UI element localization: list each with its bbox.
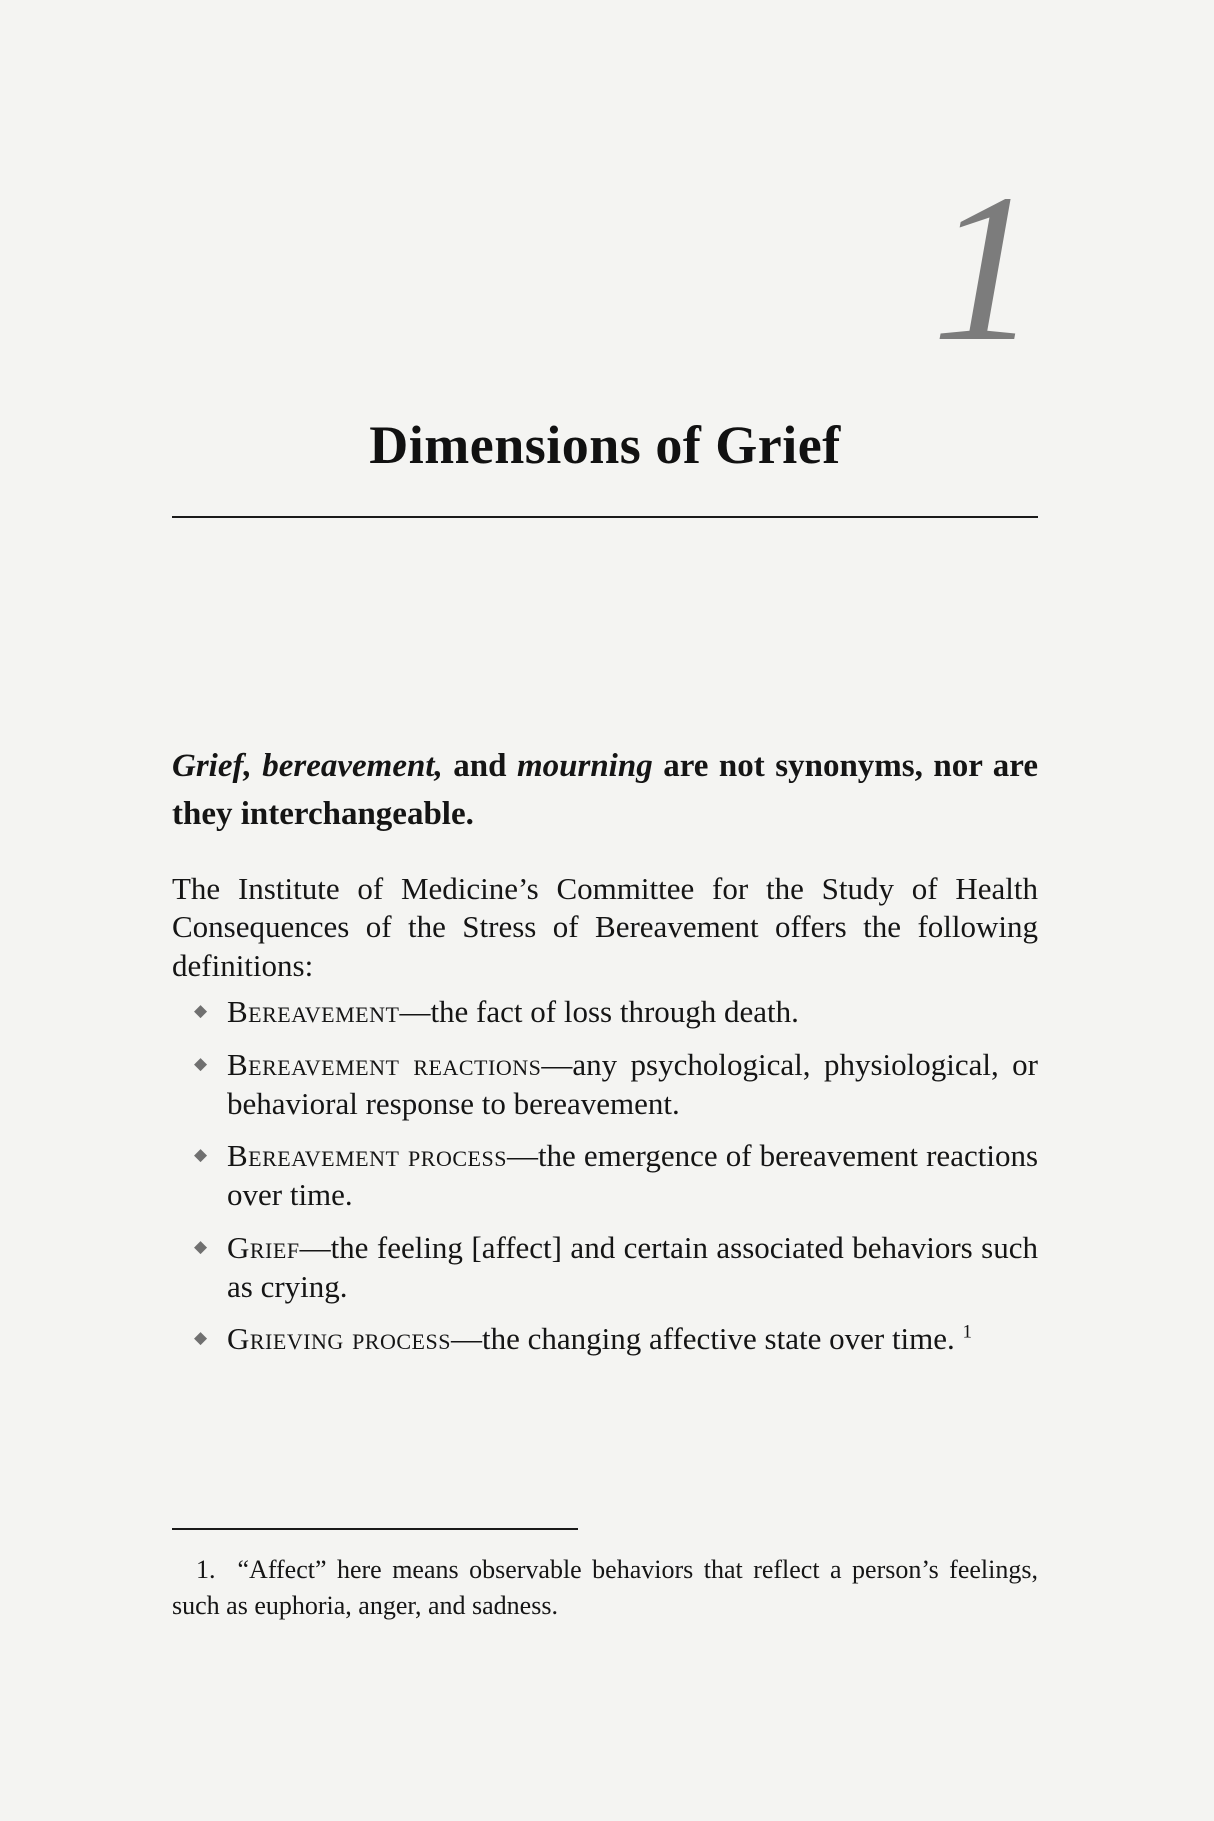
definition-item: [172, 993, 1038, 1032]
diamond-bullet-icon: ◆: [194, 1053, 208, 1073]
definition-item: [172, 1229, 1038, 1307]
diamond-bullet-icon: ◆: [194, 1328, 208, 1348]
intro-paragraph: [172, 743, 1038, 839]
footnote-text: “Affect” here means observable behaviors that reflect a person’s feelings, such as euphoria, anger, and sadness.: [172, 1555, 1038, 1621]
definition-description: the fact of loss through death.: [430, 994, 799, 1029]
definition-item: [172, 1137, 1038, 1215]
diamond-bullet-icon: ◆: [194, 1001, 208, 1020]
body-paragraph: The Institute of Medicine’s Committee for the Study of Health Consequences of the Stress of Bereavement offers the following definitions:: [172, 871, 1038, 983]
footnote-number: 1.: [196, 1555, 216, 1584]
definition-description: the changing affective state over time.: [481, 1321, 955, 1357]
definition-term: Bereavement reactions: [227, 1046, 542, 1082]
em-dash: —: [399, 994, 431, 1029]
intro-segment: and: [442, 748, 517, 784]
footnote: [172, 1552, 1038, 1625]
intro-segment: mourning: [516, 748, 653, 784]
intro-segment: are not synonyms, nor are they interchangeable.: [172, 748, 1038, 832]
diamond-bullet-icon: ◆: [194, 1145, 208, 1165]
definition-term: Grieving process: [227, 1321, 451, 1357]
title-rule: [172, 516, 1038, 518]
chapter-title: Dimensions of Grief: [369, 415, 841, 475]
definition-description: any psychological, physiological, or behavioral response to bereavement.: [227, 1046, 1038, 1121]
chapter-number: 1: [932, 150, 1038, 385]
footnote-rule: [172, 1528, 578, 1530]
definition-item: [172, 1320, 1038, 1359]
em-dash: —: [299, 1229, 331, 1265]
intro-segment: Grief, bereavement,: [172, 748, 443, 784]
definition-item: [172, 1046, 1038, 1124]
definition-term: Bereavement: [227, 994, 400, 1029]
em-dash: —: [450, 1321, 482, 1357]
definition-description: the emergence of bereavement reactions over time.: [227, 1138, 1039, 1212]
definitions-list: [172, 993, 1038, 1373]
definition-term: Bereavement process: [227, 1138, 507, 1174]
footnote-ref-superscript: 1: [962, 1321, 973, 1343]
definition-term: Grief: [227, 1229, 300, 1265]
definition-description: the feeling [affect] and certain associated behaviors such as crying.: [227, 1229, 1038, 1304]
diamond-bullet-icon: ◆: [194, 1236, 208, 1256]
em-dash: —: [541, 1046, 573, 1082]
em-dash: —: [506, 1138, 538, 1174]
